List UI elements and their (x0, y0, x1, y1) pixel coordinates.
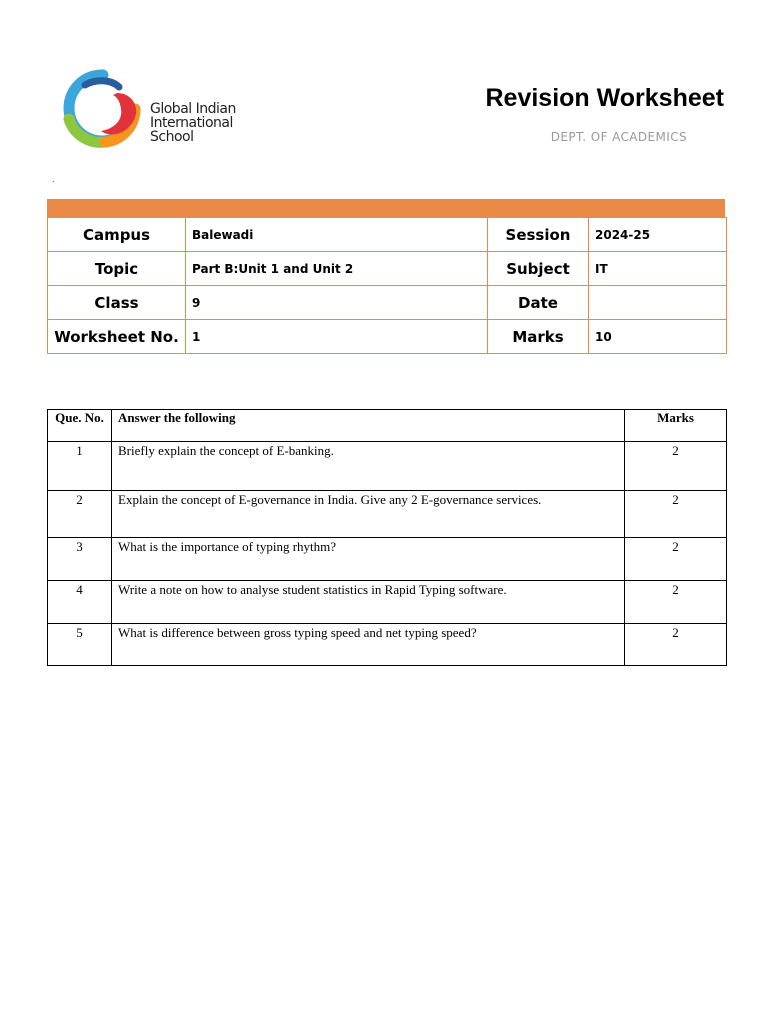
school-name-line: International (150, 115, 233, 131)
question-marks: 2 (625, 442, 727, 491)
question-marks: 2 (625, 491, 727, 538)
session-label: Session (488, 218, 589, 252)
header-que-no: Que. No. (48, 410, 112, 442)
class-value: 9 (186, 286, 488, 320)
subject-label: Subject (488, 252, 589, 286)
topic-label: Topic (48, 252, 186, 286)
question-text: Explain the concept of E-governance in India. Give any 2 E-governance services. (112, 491, 625, 538)
table-row (48, 442, 727, 491)
question-number: 3 (48, 538, 112, 581)
table-row (48, 538, 727, 581)
topic-value: Part B:Unit 1 and Unit 2 (186, 252, 488, 286)
subject-value: IT (589, 252, 727, 286)
worksheet-label: Worksheet No. (48, 320, 186, 354)
questions-header-row (48, 410, 727, 442)
question-text: What is the importance of typing rhythm? (112, 538, 625, 581)
question-marks: 2 (625, 624, 727, 666)
department-label: DEPT. OF ACADEMICS (550, 130, 687, 144)
worksheet-value: 1 (186, 320, 488, 354)
logo-swirl-icon (55, 63, 145, 153)
info-row (48, 218, 727, 252)
header-answer: Answer the following (112, 410, 625, 442)
question-text: Write a note on how to analyse student statistics in Rapid Typing software. (112, 581, 625, 624)
marks-label: Marks (488, 320, 589, 354)
question-marks: 2 (625, 538, 727, 581)
class-label: Class (48, 286, 186, 320)
info-table (47, 217, 727, 354)
header-marks: Marks (625, 410, 727, 442)
info-row (48, 286, 727, 320)
date-value (589, 286, 727, 320)
question-number: 2 (48, 491, 112, 538)
stray-dot: . (52, 174, 55, 185)
school-name (150, 102, 236, 144)
question-number: 5 (48, 624, 112, 666)
page-title: Revision Worksheet (485, 84, 724, 112)
question-text: What is difference between gross typing speed and net typing speed? (112, 624, 625, 666)
info-row (48, 320, 727, 354)
marks-value: 10 (589, 320, 727, 354)
school-name-line: Global Indian (150, 101, 236, 117)
school-logo (55, 63, 245, 153)
school-name-line: School (150, 129, 194, 145)
question-number: 1 (48, 442, 112, 491)
table-row (48, 581, 727, 624)
info-row (48, 252, 727, 286)
table-row (48, 491, 727, 538)
date-label: Date (488, 286, 589, 320)
questions-table (47, 409, 727, 666)
question-marks: 2 (625, 581, 727, 624)
table-row (48, 624, 727, 666)
campus-value: Balewadi (186, 218, 488, 252)
session-value: 2024-25 (589, 218, 727, 252)
question-number: 4 (48, 581, 112, 624)
header-band (47, 199, 725, 217)
question-text: Briefly explain the concept of E-banking. (112, 442, 625, 491)
campus-label: Campus (48, 218, 186, 252)
